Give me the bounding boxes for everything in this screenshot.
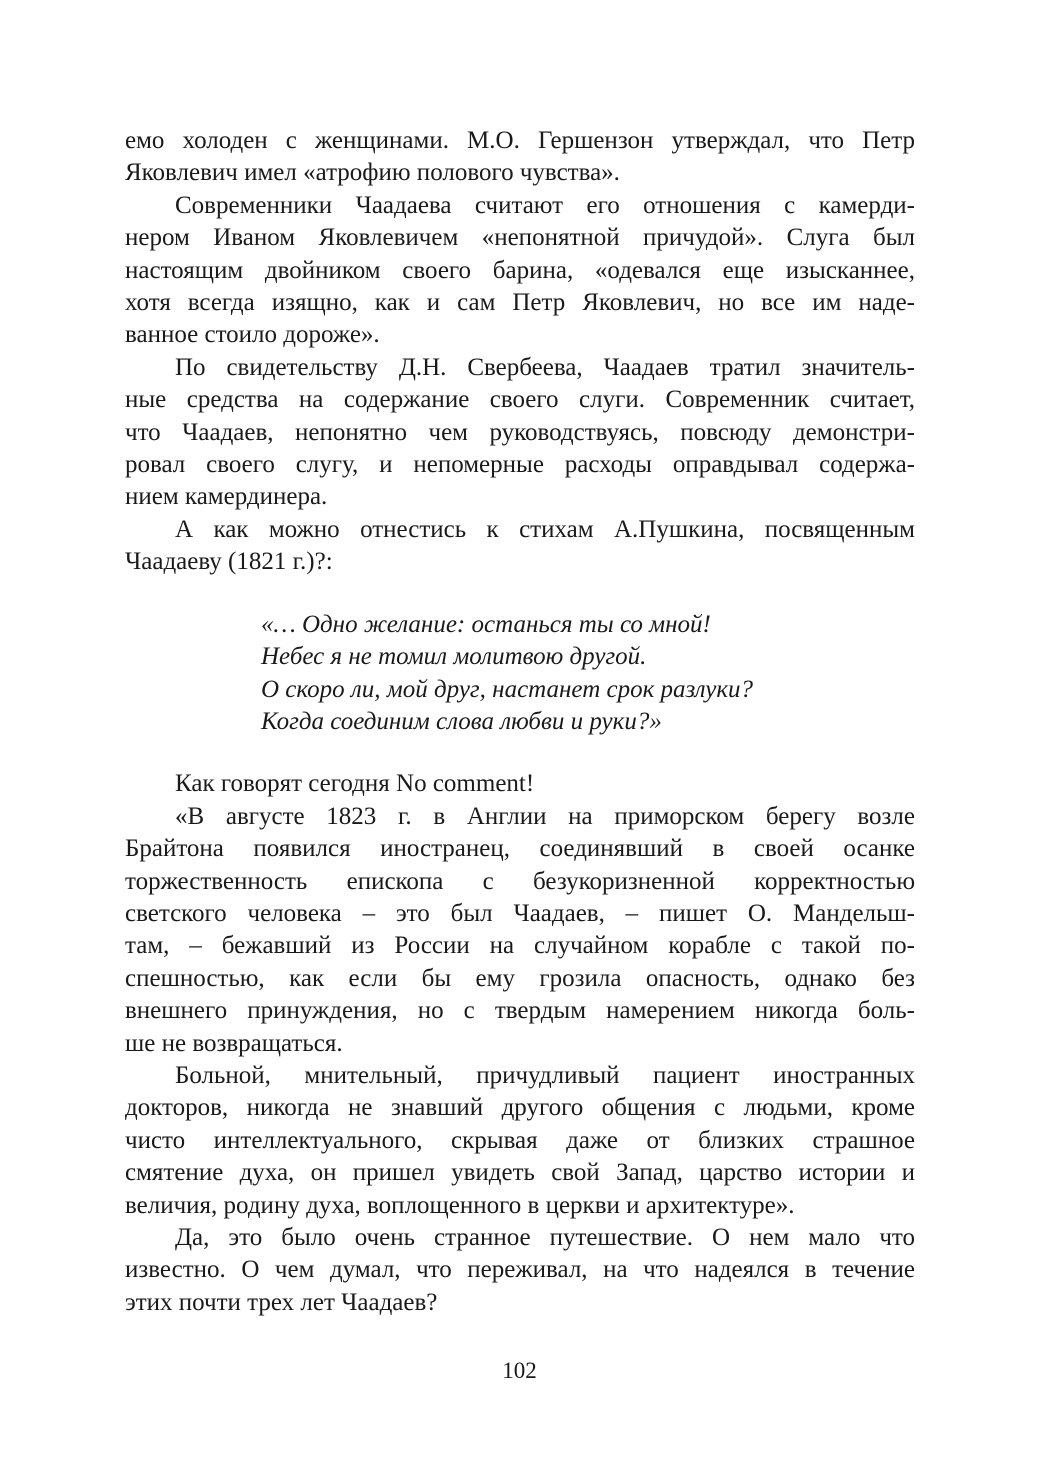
paragraph-3 (125, 352, 915, 514)
poem-line: Когда соединим слова любви и руки?» (261, 707, 662, 735)
text-line: Больной, мнительный, причудливый пациент иностранных (175, 1061, 915, 1089)
text-line: докторов, никогда не знавший другого общения с людьми, кроме (125, 1094, 915, 1122)
text-line: внешнего принуждения, но с твердым намерением никогда боль- (125, 997, 915, 1025)
text-line: Брайтона появился иностранец, соединявший в своей осанке (125, 835, 915, 863)
paragraph-4 (125, 514, 915, 579)
text-line: По свидетельству Д.Н. Свербеева, Чаадаев тратил значитель- (175, 353, 915, 381)
text-line: Чаадаеву (1821 г.)?: (125, 548, 333, 576)
text-line: Современники Чаадаева считают его отношения с камерди- (175, 191, 915, 219)
text-line: что Чаадаев, непонятно чем руководствуясь, повсюду демонстри- (125, 418, 915, 446)
text-line: настоящим двойником своего барина, «одевался еще изысканнее, (125, 256, 915, 284)
text-line: этих почти трех лет Чаадаев? (125, 1288, 438, 1316)
text-line: торжественность епископа с безукоризненной корректностью (125, 867, 915, 895)
text-line: светского человека – это был Чаадаев, – пишет О. Мандельш- (125, 899, 915, 927)
text-line: ше не возвращаться. (125, 1029, 343, 1057)
poem-line: Небес я не томил молитвою другой. (261, 643, 647, 671)
text-line: известно. О чем думал, что переживал, на что надеялся в течение (125, 1256, 915, 1284)
text-line: Яковлевич имел «атрофию полового чувства». (125, 159, 620, 187)
text-line: смятение духа, он пришел увидеть свой Запад, царство истории и (125, 1159, 915, 1187)
paragraph-5 (125, 801, 915, 1060)
text-line: величия, родину духа, воплощенного в церкви и архитектуре». (125, 1191, 795, 1219)
text-line: ровал своего слугу, и непомерные расходы оправдывал содержа- (125, 451, 915, 479)
poem-line: О скоро ли, мой друг, настанет срок разлуки? (261, 675, 754, 703)
paragraph-7 (125, 1222, 915, 1319)
text-line: ные средства на содержание своего слуги. Современник считает, (125, 386, 915, 414)
text-line: спешностью, как если бы ему грозила опасность, однако без (125, 964, 915, 992)
text-line: Да, это было очень странное путешествие. О нем мало что (175, 1224, 915, 1251)
text-line: нером Иваном Яковлевичем «непонятной причудой». Слуга был (125, 224, 915, 252)
text-line: нием камердинера. (125, 483, 328, 511)
page-number: 102 (502, 1358, 537, 1383)
text-line: там, – бежавший из России на случайном корабле с такой по- (125, 932, 915, 960)
text-line: хотя всегда изящно, как и сам Петр Яковлевич, но все им наде- (125, 289, 915, 317)
text-line: чисто интеллектуального, скрывая даже от близких страшное (125, 1126, 915, 1154)
text-line: ванное стоило дороже». (125, 321, 380, 349)
text-line: емо холоден с женщинами. М.О. Гершензон утверждал, что Петр (125, 127, 915, 154)
no-comment-line: Как говорят сегодня No comment! (175, 770, 535, 798)
poem-line: «… Одно желание: останься ты со мной! (261, 610, 711, 638)
paragraph-1 (125, 125, 915, 190)
text-line: А как можно отнестись к стихам А.Пушкина, посвященным (175, 515, 915, 543)
poem-quote (261, 609, 915, 739)
paragraph-2 (125, 190, 915, 352)
paragraph-6 (125, 1060, 915, 1222)
page-body (125, 125, 915, 1319)
text-line: «В августе 1823 г. в Англии на приморском берегу возле (175, 802, 915, 830)
